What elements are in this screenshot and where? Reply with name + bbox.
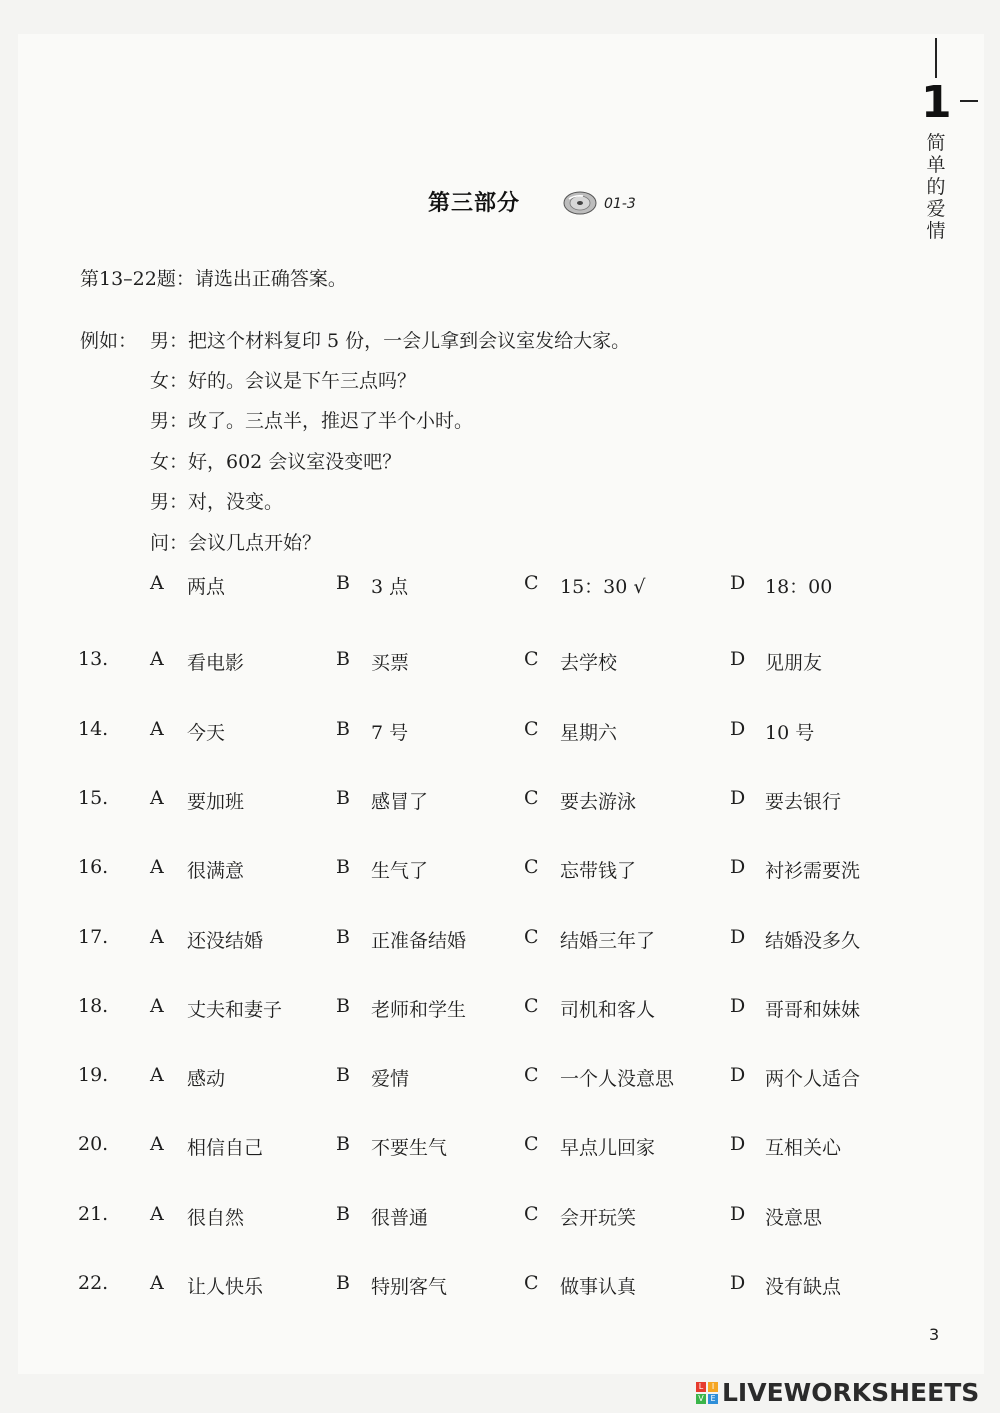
- option-letter: A: [150, 572, 164, 594]
- liveworksheets-logo: [696, 1378, 979, 1407]
- chapter-title-char: 单: [926, 154, 946, 176]
- option-letter: B: [336, 1203, 350, 1225]
- answer-option-b[interactable]: 正准备结婚: [371, 930, 467, 952]
- option-letter: B: [336, 856, 350, 878]
- logo-icon: [696, 1382, 718, 1404]
- answer-option-b[interactable]: 不要生气: [371, 1137, 448, 1159]
- option-letter: C: [524, 572, 539, 594]
- answer-option-b[interactable]: 很普通: [371, 1207, 429, 1229]
- answer-option-c[interactable]: 忘带钱了: [560, 860, 637, 882]
- example-option-d: 18：00: [765, 576, 833, 598]
- audio-cd-icon[interactable]: [563, 190, 597, 216]
- chapter-title: [924, 132, 948, 242]
- option-letter: B: [336, 648, 350, 670]
- worksheet-page: [18, 34, 984, 1374]
- logo-square: L: [696, 1382, 706, 1392]
- page-number: 3: [929, 1325, 940, 1344]
- chapter-title-char: 简: [926, 132, 946, 154]
- answer-option-c[interactable]: 会开玩笑: [560, 1207, 637, 1229]
- option-letter: D: [730, 1272, 746, 1294]
- answer-option-a[interactable]: 看电影: [187, 652, 245, 674]
- option-letter: B: [336, 787, 350, 809]
- answer-option-b[interactable]: 买票: [371, 652, 410, 674]
- option-letter: A: [150, 718, 164, 740]
- question-number: 20.: [78, 1133, 109, 1155]
- audio-track-label: 01-3: [604, 196, 636, 212]
- option-letter: D: [730, 1064, 746, 1086]
- option-letter: A: [150, 1272, 164, 1294]
- option-letter: A: [150, 856, 164, 878]
- instruction-text: 第13–22题：请选出正确答案。: [80, 268, 347, 290]
- option-letter: B: [336, 995, 350, 1017]
- answer-option-d[interactable]: 哥哥和妹妹: [765, 999, 861, 1021]
- example-option-b: 3 点: [371, 576, 409, 598]
- answer-option-c[interactable]: 结婚三年了: [560, 930, 656, 952]
- option-letter: A: [150, 1133, 164, 1155]
- answer-option-d[interactable]: 没意思: [765, 1207, 823, 1229]
- chapter-divider-line: [935, 38, 937, 78]
- option-letter: D: [730, 926, 746, 948]
- answer-option-b[interactable]: 特别客气: [371, 1276, 448, 1298]
- example-dialogue-line: 男：对，没变。: [150, 491, 284, 513]
- option-letter: B: [336, 718, 350, 740]
- option-letter: B: [336, 572, 350, 594]
- logo-text: LIVEWORKSHEETS: [722, 1378, 980, 1407]
- option-letter: D: [730, 787, 746, 809]
- option-letter: A: [150, 995, 164, 1017]
- answer-option-b[interactable]: 老师和学生: [371, 999, 467, 1021]
- answer-option-a[interactable]: 相信自己: [187, 1137, 264, 1159]
- question-number: 22.: [78, 1272, 109, 1294]
- option-letter: B: [336, 1272, 350, 1294]
- option-letter: C: [524, 856, 539, 878]
- answer-option-d[interactable]: 10 号: [765, 722, 815, 744]
- example-option-c: 15：30 √: [560, 576, 646, 598]
- option-letter: D: [730, 1203, 746, 1225]
- question-number: 14.: [78, 718, 109, 740]
- answer-option-d[interactable]: 互相关心: [765, 1137, 842, 1159]
- example-dialogue-line: 男：改了。三点半，推迟了半个小时。: [150, 410, 474, 432]
- answer-option-a[interactable]: 很自然: [187, 1207, 245, 1229]
- question-number: 18.: [78, 995, 109, 1017]
- question-number: 16.: [78, 856, 109, 878]
- answer-option-d[interactable]: 衬衫需要洗: [765, 860, 861, 882]
- question-number: 15.: [78, 787, 109, 809]
- option-letter: C: [524, 1133, 539, 1155]
- option-letter: C: [524, 1064, 539, 1086]
- option-letter: A: [150, 1203, 164, 1225]
- answer-option-d[interactable]: 没有缺点: [765, 1276, 842, 1298]
- option-letter: A: [150, 787, 164, 809]
- option-letter: D: [730, 995, 746, 1017]
- option-letter: C: [524, 926, 539, 948]
- answer-option-b[interactable]: 爱情: [371, 1068, 410, 1090]
- option-letter: C: [524, 1203, 539, 1225]
- answer-option-c[interactable]: 去学校: [560, 652, 618, 674]
- option-letter: D: [730, 1133, 746, 1155]
- answer-option-c[interactable]: 星期六: [560, 722, 618, 744]
- option-letter: C: [524, 718, 539, 740]
- option-letter: C: [524, 995, 539, 1017]
- question-number: 21.: [78, 1203, 109, 1225]
- answer-option-a[interactable]: 今天: [187, 722, 226, 744]
- option-letter: D: [730, 718, 746, 740]
- answer-option-a[interactable]: 还没结婚: [187, 930, 264, 952]
- option-letter: D: [730, 572, 746, 594]
- answer-option-a[interactable]: 要加班: [187, 791, 245, 813]
- chapter-number: 1: [921, 77, 952, 128]
- option-letter: B: [336, 1133, 350, 1155]
- option-letter: C: [524, 1272, 539, 1294]
- answer-option-c[interactable]: 一个人没意思: [560, 1068, 675, 1090]
- option-letter: A: [150, 1064, 164, 1086]
- answer-option-c[interactable]: 早点儿回家: [560, 1137, 656, 1159]
- answer-option-b[interactable]: 生气了: [371, 860, 429, 882]
- answer-option-b[interactable]: 7 号: [371, 722, 409, 744]
- example-option-a: 两点: [187, 576, 226, 598]
- chapter-title-char: 的: [926, 176, 946, 198]
- option-letter: A: [150, 648, 164, 670]
- option-letter: C: [524, 787, 539, 809]
- answer-option-a[interactable]: 感动: [187, 1068, 226, 1090]
- option-letter: A: [150, 926, 164, 948]
- logo-square: E: [708, 1394, 718, 1404]
- answer-option-d[interactable]: 两个人适合: [765, 1068, 861, 1090]
- example-label: 例如：: [80, 330, 138, 352]
- chapter-title-char: 爱: [926, 198, 946, 220]
- question-number: 17.: [78, 926, 109, 948]
- option-letter: B: [336, 926, 350, 948]
- answer-option-d[interactable]: 见朋友: [765, 652, 823, 674]
- answer-option-c[interactable]: 司机和客人: [560, 999, 656, 1021]
- example-dialogue-line: 女：好，602 会议室没变吧？: [150, 451, 402, 473]
- example-question: 问：会议几点开始？: [150, 532, 322, 554]
- chapter-dash: [960, 100, 978, 102]
- answer-option-c[interactable]: 要去游泳: [560, 791, 637, 813]
- question-number: 13.: [78, 648, 109, 670]
- chapter-title-char: 情: [926, 220, 946, 242]
- option-letter: D: [730, 856, 746, 878]
- section-title: 第三部分: [428, 191, 521, 216]
- example-dialogue-line: 女：好的。会议是下午三点吗？: [150, 370, 417, 392]
- answer-option-c[interactable]: 做事认真: [560, 1276, 637, 1298]
- answer-option-b[interactable]: 感冒了: [371, 791, 429, 813]
- example-dialogue-line: 男：把这个材料复印 5 份，一会儿拿到会议室发给大家。: [150, 330, 631, 352]
- logo-square: I: [708, 1382, 718, 1392]
- logo-square: V: [696, 1394, 706, 1404]
- answer-option-d[interactable]: 结婚没多久: [765, 930, 861, 952]
- answer-option-a[interactable]: 让人快乐: [187, 1276, 264, 1298]
- answer-option-a[interactable]: 丈夫和妻子: [187, 999, 283, 1021]
- answer-option-d[interactable]: 要去银行: [765, 791, 842, 813]
- answer-option-a[interactable]: 很满意: [187, 860, 245, 882]
- option-letter: D: [730, 648, 746, 670]
- option-letter: B: [336, 1064, 350, 1086]
- question-number: 19.: [78, 1064, 109, 1086]
- option-letter: C: [524, 648, 539, 670]
